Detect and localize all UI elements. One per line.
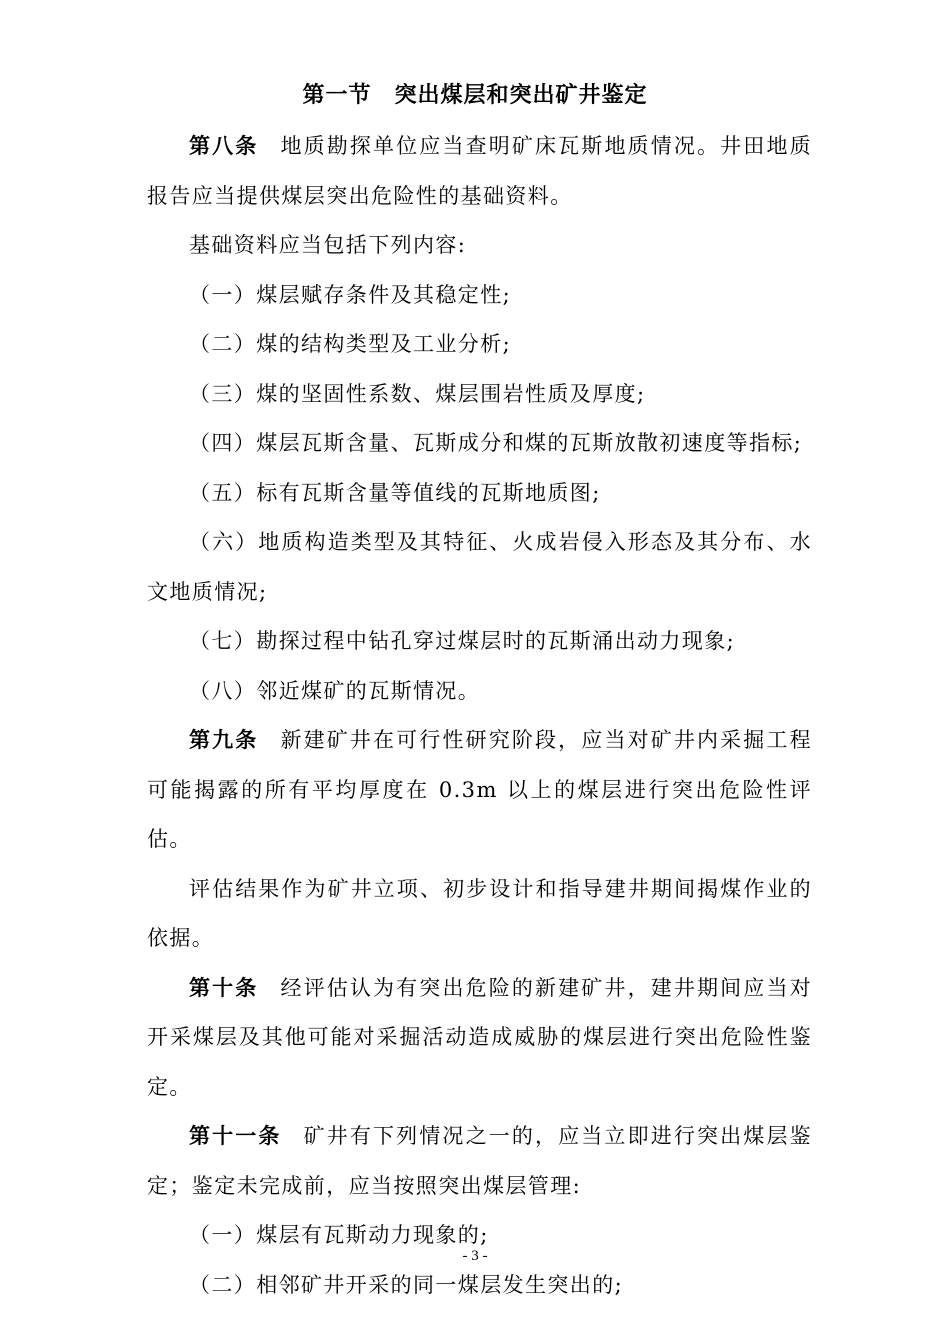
- list-item: [147, 667, 812, 717]
- list-item: [147, 518, 812, 617]
- list-item-text: （七）勘探过程中钻孔穿过煤层时的瓦斯涌出动力现象;: [189, 629, 736, 653]
- paragraph: [147, 865, 812, 964]
- list-item-text: （五）标有瓦斯含量等值线的瓦斯地质图;: [189, 480, 601, 505]
- list-item-text: （一）煤层赋存条件及其稳定性;: [189, 282, 512, 307]
- list-item-text: （八）邻近煤矿的瓦斯情况。: [189, 678, 481, 703]
- list-item: [147, 370, 812, 420]
- paragraph-text: 地质勘探单位应当查明矿床瓦斯地质情况。井田地质报告应当提供煤层突出危险性的基础资料。: [147, 134, 812, 208]
- list-item-text: （二）相邻矿井开采的同一煤层发生突出的;: [189, 1272, 624, 1297]
- list-item: [147, 320, 812, 370]
- section-title: 第一节 突出煤层和突出矿井鉴定: [302, 83, 648, 108]
- paragraph-text: 评估结果作为矿井立项、初步设计和指导建井期间揭煤作业的依据。: [147, 876, 812, 950]
- article-label: 第十条: [189, 975, 259, 1000]
- paragraph-article-9: [147, 716, 812, 865]
- list-item: [147, 419, 812, 469]
- list-item: [147, 469, 812, 519]
- list-item-text: （三）煤的坚固性系数、煤层围岩性质及厚度;: [189, 381, 646, 406]
- article-label: 第八条: [189, 134, 259, 158]
- list-item-text: （二）煤的结构类型及工业分析;: [189, 332, 512, 356]
- page-number: - 3 -: [462, 1248, 488, 1264]
- article-label: 第九条: [189, 728, 259, 752]
- list-item-text: （一）煤层有瓦斯动力现象的;: [189, 1223, 489, 1247]
- paragraph: [147, 221, 812, 271]
- body-text: [147, 122, 812, 1310]
- list-item: [147, 1261, 812, 1311]
- paragraph-text: 基础资料应当包括下列内容:: [189, 233, 467, 257]
- paragraph-text: 矿井有下列情况之一的，应当立即进行突出煤层鉴定；鉴定未完成前，应当按照突出煤层管理:: [147, 1124, 812, 1198]
- article-label: 第十一条: [189, 1124, 282, 1148]
- paragraph-text: 经评估认为有突出危险的新建矿井，建井期间应当对开采煤层及其他可能对采掘活动造成威胁的煤层进行突出危险性鉴定。: [147, 975, 812, 1099]
- paragraph-article-8: [147, 122, 812, 221]
- list-item: [147, 271, 812, 321]
- paragraph-article-11: [147, 1112, 812, 1211]
- list-item-text: （四）煤层瓦斯含量、瓦斯成分和煤的瓦斯放散初速度等指标;: [189, 431, 803, 455]
- list-item: [147, 617, 812, 667]
- paragraph-text: 新建矿井在可行性研究阶段，应当对矿井内采掘工程可能揭露的所有平均厚度在 0.3m 以上的煤层进行突出危险性评估。: [147, 728, 812, 851]
- list-item-text: （六）地质构造类型及其特征、火成岩侵入形态及其分布、水文地质情况;: [147, 530, 812, 604]
- paragraph-article-10: [147, 964, 812, 1113]
